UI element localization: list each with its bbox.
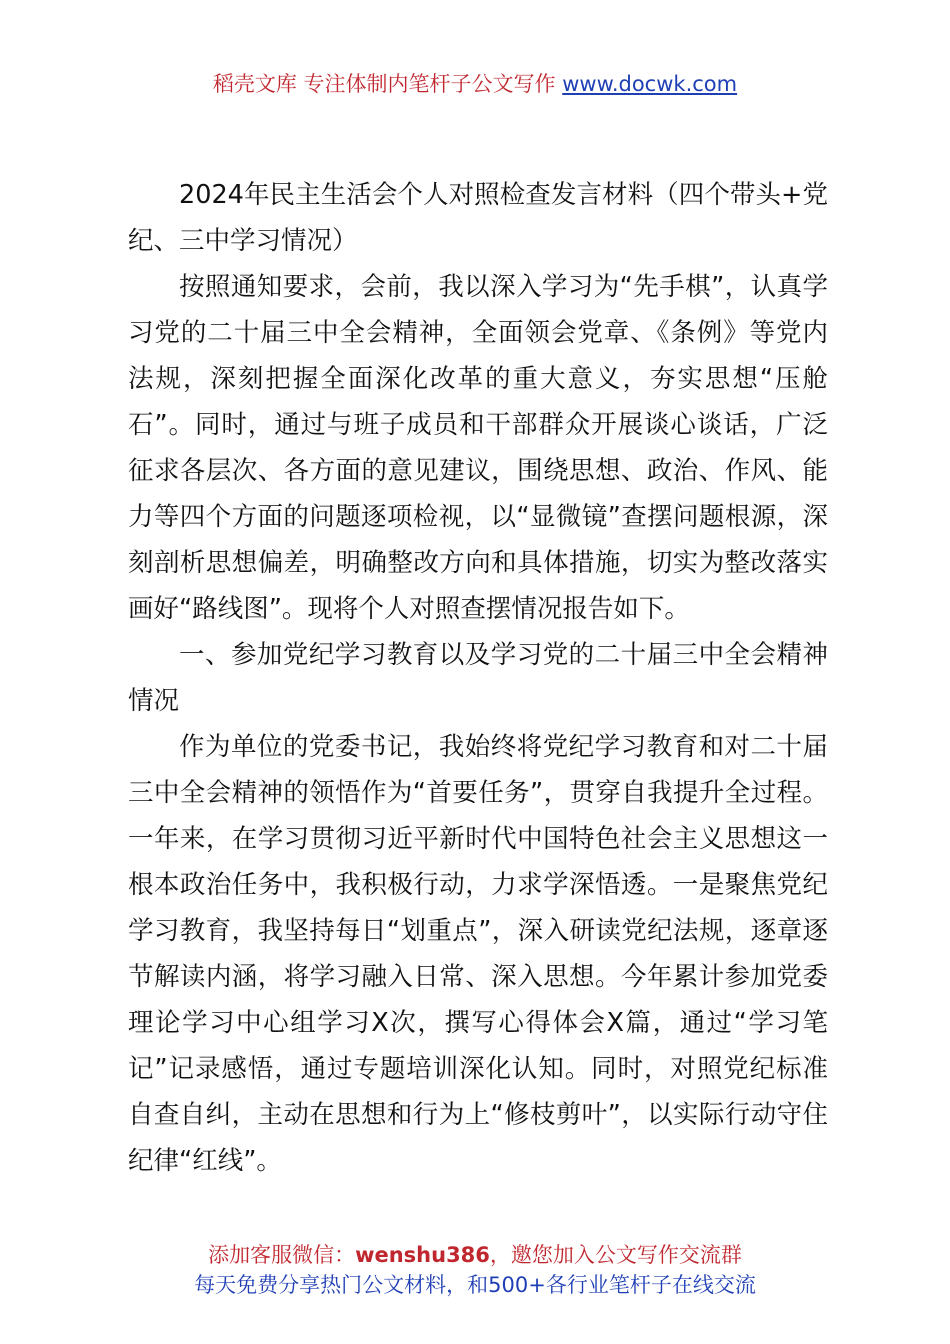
footer-contact-line xyxy=(0,1240,950,1270)
footer-wechat-id: wenshu386 xyxy=(355,1243,490,1267)
section-heading-1: 一、参加党纪学习教育以及学习党的二十届三中全会精神情况 xyxy=(128,640,828,716)
section-1-paragraph: 作为单位的党委书记，我始终将党纪学习教育和对二十届三中全会精神的领悟作为“首要任务”，贯穿自我提升全过程。一年来，在学习贯彻习近平新时代中国特色社会主义思想这一根本政治任务中，我积极行动，力求学深悟透。一是聚焦党纪学习教育，我坚持每日“划重点”，深入研读党纪法规，逐章逐节解读内涵，将学习融入日常、深入思想。今年累计参加党委理论学习中心组学习X次，撰写心得体会X篇，通过“学习笔记”记录感悟，通过专题培训深化认知。同时，对照党纪标准自查自纠，主动在思想和行为上“修枝剪叶”，以实际行动守住纪律“红线”。 xyxy=(128,732,828,1176)
intro-paragraph: 按照通知要求，会前，我以深入学习为“先手棋”，认真学习党的二十届三中全会精神，全面领会党章、《条例》等党内法规，深刻把握全面深化改革的重大意义，夯实思想“压舱石”。同时，通过与班子成员和干部群众开展谈心谈话，广泛征求各层次、各方面的意见建议，围绕思想、政治、作风、能力等四个方面的问题逐项检视，以“显微镜”查摆问题根源，深刻剖析思想偏差，明确整改方向和具体措施，切实为整改落实画好“路线图”。现将个人对照查摆情况报告如下。 xyxy=(128,272,828,624)
footer-contact-suffix: ，邀您加入公文写作交流群 xyxy=(489,1243,742,1267)
footer-contact-prefix: 添加客服微信： xyxy=(208,1243,356,1267)
document-body xyxy=(128,172,828,1184)
page-footer xyxy=(0,1240,950,1300)
header-brand-text: 稻壳文库 专注体制内笔杆子公文写作 xyxy=(212,72,563,96)
document-title: 2024年民主生活会个人对照检查发言材料（四个带头+党纪、三中学习情况） xyxy=(128,180,828,256)
footer-promo-line: 每天免费分享热门公文材料，和500+各行业笔杆子在线交流 xyxy=(194,1273,756,1297)
page-header xyxy=(0,68,950,100)
header-website-link[interactable]: www.docwk.com xyxy=(562,72,738,96)
